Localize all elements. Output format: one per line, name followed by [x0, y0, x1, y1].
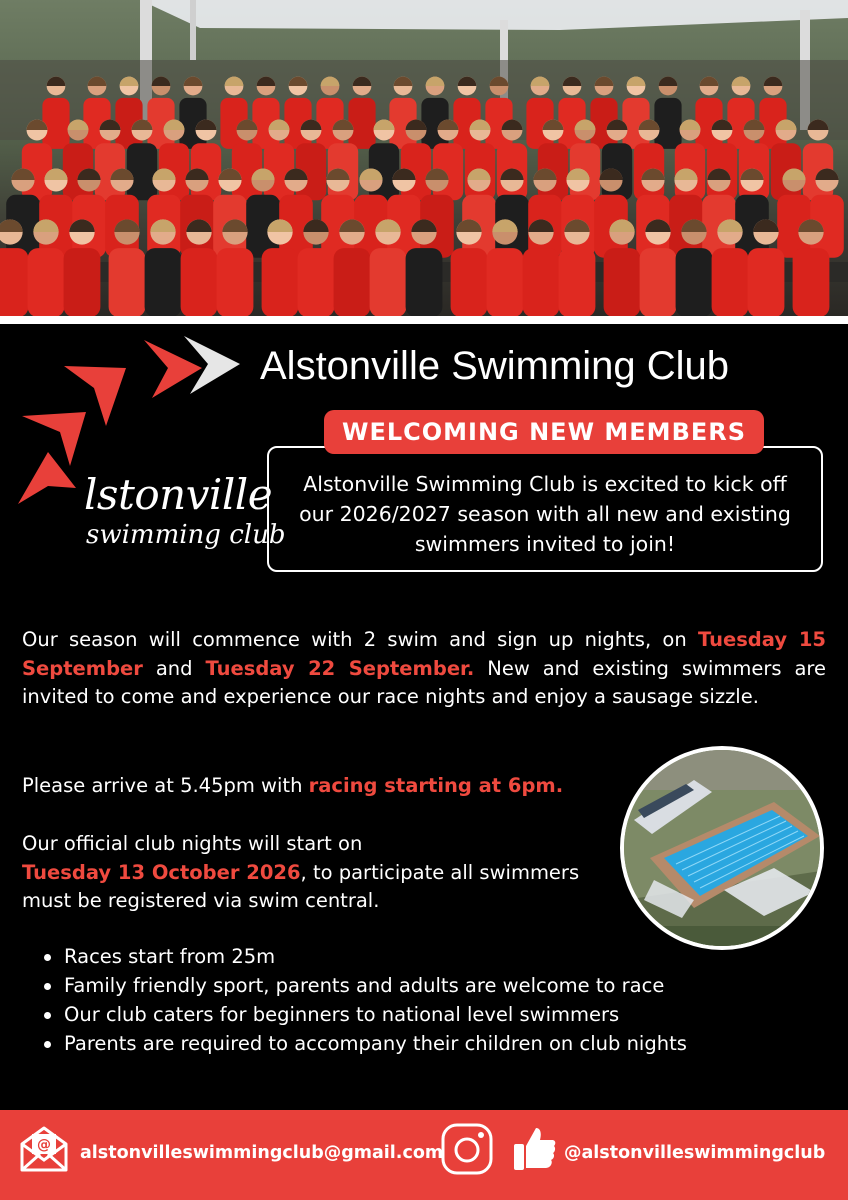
thumbs-up-icon[interactable] [512, 1124, 556, 1172]
welcome-badge-label: WELCOMING NEW MEMBERS [341, 418, 747, 446]
club-nights-intro: Our official club nights will start on [22, 832, 363, 855]
photo-divider [0, 316, 848, 324]
list-item: Parents are required to accompany their children on club nights [44, 1029, 687, 1058]
swimmer-body [748, 248, 785, 316]
team-photo [0, 0, 848, 316]
season-and: and [155, 656, 193, 680]
welcome-badge [324, 410, 764, 454]
envelope-icon [16, 1120, 72, 1176]
swimmer-body [28, 248, 65, 316]
page-title: Alstonville Swimming Club [260, 344, 730, 388]
racing-start: racing starting at 6pm. [308, 774, 564, 797]
pool-illustration [624, 750, 824, 950]
logo-wordmark: lstonville [84, 470, 273, 519]
intro-text: Alstonville Swimming Club is excited to kick off our 2026/2027 season with all new and existing swimmers invited to join! [299, 472, 791, 556]
swimmer-body [559, 248, 596, 316]
logo-chevron-red-3 [22, 412, 86, 466]
svg-text:@: @ [37, 1137, 51, 1153]
swimmer-body [334, 248, 371, 316]
swimmer-body [523, 248, 560, 316]
swimmer-body [654, 98, 681, 149]
list-item: Races start from 25m [44, 942, 687, 971]
season-paragraph [22, 626, 826, 712]
swimmer-body [181, 248, 218, 316]
arrival-time: Please arrive at 5.45pm with [22, 774, 303, 797]
swimmer-body [712, 248, 749, 316]
list-item: Family friendly sport, parents and adults are welcome to race [44, 971, 687, 1000]
season-intro: Our season will commence with 2 swim and sign up nights, on [22, 628, 687, 651]
date-second-night: Tuesday 22 September. [205, 656, 475, 680]
season-invite: New and existing swimmers are invited to come and experience our race nights and enjoy a sausage sizzle. [22, 656, 826, 708]
swimmer-body [487, 248, 524, 316]
date-first-night: Tuesday 15 September [22, 628, 827, 680]
swimmer-body [109, 248, 146, 316]
logo-subline: swimming club [86, 520, 286, 550]
social-handle-link[interactable]: @alstonvilleswimmingclub [564, 1143, 826, 1163]
swimmer-body [348, 98, 375, 149]
swimmer-body [370, 248, 407, 316]
swimmer-body [406, 248, 443, 316]
club-nights-paragraph [22, 830, 582, 916]
swimmer-body [217, 248, 254, 316]
swimmer-body [298, 248, 335, 316]
list-item: Our club caters for beginners to national level swimmers [44, 1000, 687, 1029]
team-photo-illustration [0, 0, 848, 316]
swimmer-body [262, 248, 299, 316]
swimmer-body [127, 143, 157, 200]
swimmer-body [640, 248, 677, 316]
pool-aerial-photo [620, 746, 824, 950]
date-club-nights: Tuesday 13 October 2026 [22, 860, 301, 884]
swimmer-body [451, 248, 488, 316]
swimmer-body [793, 248, 830, 316]
instagram-icon[interactable] [440, 1122, 494, 1176]
swimmer-body [64, 248, 101, 316]
swimmer-body [145, 248, 182, 316]
registration-note: , to participate all swimmers must be registered via swim central. [22, 860, 580, 912]
logo-letter-a [18, 452, 76, 504]
swimmer-body [42, 98, 69, 149]
email-link[interactable]: alstonvilleswimmingclub@gmail.com [80, 1143, 444, 1163]
swimmer-body [0, 248, 28, 316]
intro-box [267, 446, 823, 572]
swimmer-body [676, 248, 713, 316]
feature-list [44, 942, 687, 1058]
swimmer-body [604, 248, 641, 316]
